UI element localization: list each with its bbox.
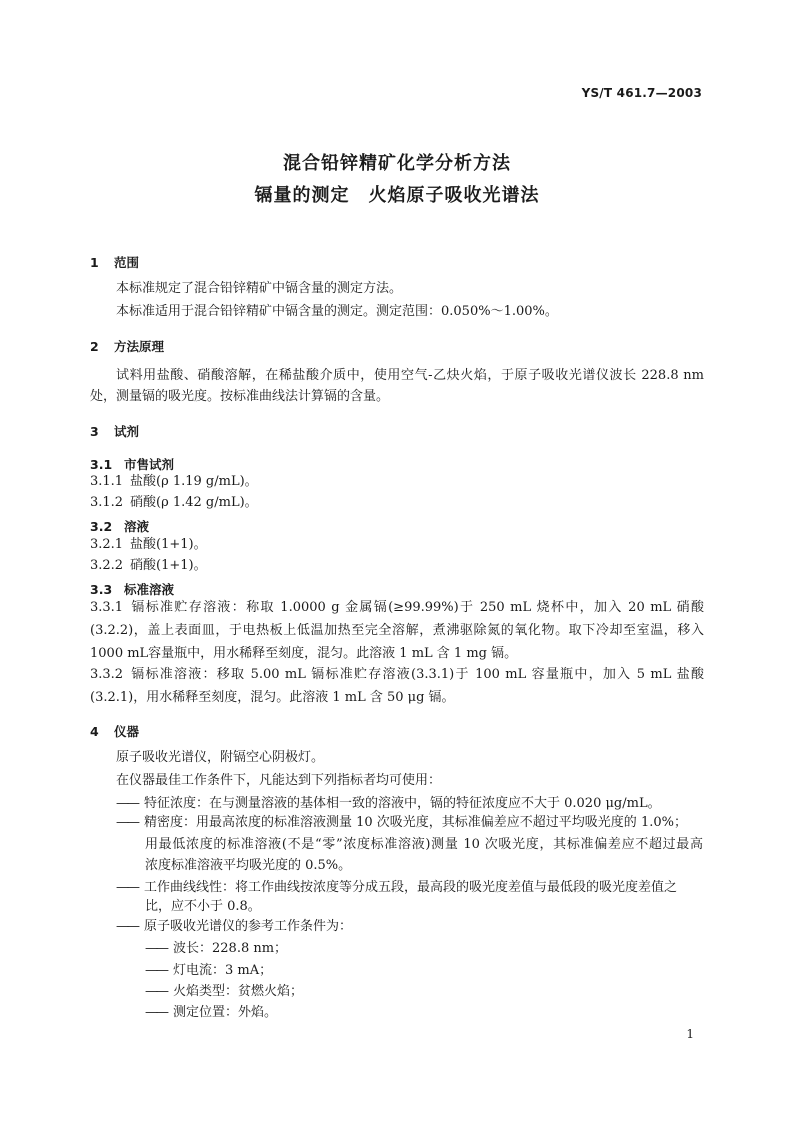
document-subtitle: 镉量的测定 火焰原子吸收光谱法 (254, 185, 540, 206)
subsection-number: 3.3 (90, 582, 113, 597)
clause-text: 盐酸(ρ 1.19 g/mL)。 (130, 474, 258, 489)
clause-text: 硝酸(1+1)。 (130, 558, 207, 573)
clause-text: 镉标准贮存溶液：称取 1.0000 g 金属镉(≥99.99%)于 250 mL 烧杯中，加入 20 mL 硝酸 (130, 600, 704, 615)
em-dash: —— (145, 984, 167, 999)
paragraph: 本标准规定了混合铅锌精矿中镉含量的测定方法。 (116, 281, 403, 296)
list-text: 工作曲线线性：将工作曲线按浓度等分成五段，最高段的吸光度差值与最低段的吸光度差值之 (144, 880, 678, 895)
clause-number: 3.2.1 (90, 537, 124, 552)
subsection-heading (90, 580, 174, 598)
section-title: 方法原理 (114, 339, 165, 354)
clause-item (90, 666, 704, 684)
paragraph: 本标准适用于混合铅锌精矿中镉含量的测定。测定范围：0.050%～1.00%。 (116, 304, 558, 319)
dash-list-item (116, 795, 661, 813)
clause-item (90, 599, 704, 617)
subsection-heading (90, 455, 174, 473)
section-number: 3 (90, 424, 99, 439)
section-number: 4 (90, 724, 99, 739)
clause-item (90, 494, 258, 512)
dash-list-item (116, 879, 677, 897)
clause-number: 3.1.2 (90, 495, 124, 510)
list-continuation: 比，应不小于 0.8。 (145, 899, 261, 914)
em-dash: —— (116, 796, 138, 811)
clause-number: 3.1.1 (90, 474, 124, 489)
nested-dash-item (145, 962, 272, 980)
clause-continuation: (3.2.1)，用水稀释至刻度，混匀。此溶液 1 mL 含 50 μg 镉。 (90, 690, 455, 705)
list-text: 灯电流：3 mA； (173, 963, 273, 978)
list-text: 原子吸收光谱仪的参考工作条件为： (144, 919, 353, 934)
clause-item (90, 473, 258, 491)
em-dash: —— (116, 880, 138, 895)
section-heading-apparatus (90, 722, 139, 740)
standard-code: YS/T 461.7—2003 (581, 86, 702, 100)
clause-item (90, 536, 207, 554)
dash-list-item (116, 918, 352, 936)
paragraph-line: 处，测量镉的吸光度。按标准曲线法计算镉的含量。 (90, 389, 390, 404)
clause-text: 硝酸(ρ 1.42 g/mL)。 (130, 495, 258, 510)
subsection-title: 标准溶液 (124, 582, 175, 597)
list-text: 精密度：用最高浓度的标准溶液测量 10 次吸光度，其标准偏差应不超过平均吸光度的 1.0%； (144, 815, 687, 830)
nested-dash-item (145, 1004, 277, 1022)
paragraph: 原子吸收光谱仪，附镉空心阴极灯。 (116, 750, 325, 765)
subsection-number: 3.2 (90, 519, 113, 534)
dash-list-item (116, 814, 687, 832)
clause-continuation: (3.2.2)，盖上表面皿，于电热板上低温加热至完全溶解，煮沸驱除氮的氧化物。取下冷却至室温，移入 (90, 623, 704, 638)
paragraph-line: 试料用盐酸、硝酸溶解，在稀盐酸介质中，使用空气-乙炔火焰，于原子吸收光谱仪波长 228.8 nm (116, 368, 704, 383)
list-continuation: 用最低浓度的标准溶液(不是“零”浓度标准溶液)测量 10 次吸光度，其标准偏差应不超过最高 (145, 837, 703, 852)
nested-dash-item (145, 983, 303, 1001)
section-number: 2 (90, 339, 99, 354)
section-title: 仪器 (114, 724, 140, 739)
em-dash: —— (116, 815, 138, 830)
section-number: 1 (90, 255, 99, 270)
nested-dash-item (145, 940, 287, 958)
document-title: 混合铅锌精矿化学分析方法 (283, 153, 511, 174)
subsection-title: 溶液 (124, 519, 150, 534)
section-title: 范围 (114, 255, 140, 270)
em-dash: —— (145, 963, 167, 978)
subsection-number: 3.1 (90, 457, 113, 472)
list-continuation: 浓度标准溶液平均吸光度的 0.5%。 (145, 858, 352, 873)
paragraph: 在仪器最佳工作条件下，凡能达到下列指标者均可使用： (116, 773, 442, 788)
clause-number: 3.3.2 (90, 667, 124, 682)
clause-number: 3.3.1 (90, 600, 124, 615)
clause-number: 3.2.2 (90, 558, 124, 573)
section-heading-reagents (90, 422, 139, 440)
clause-text: 盐酸(1+1)。 (130, 537, 207, 552)
section-title: 试剂 (114, 424, 140, 439)
page-number: 1 (686, 1027, 694, 1041)
list-text: 火焰类型：贫燃火焰； (173, 984, 304, 999)
subsection-title: 市售试剂 (124, 457, 175, 472)
clause-continuation: 1000 mL容量瓶中，用水稀释至刻度，混匀。此溶液 1 mL 含 1 mg 镉。 (90, 646, 518, 661)
subsection-heading (90, 517, 149, 535)
list-text: 波长：228.8 nm； (173, 941, 288, 956)
section-heading-scope (90, 253, 139, 271)
list-text: 测定位置：外焰。 (173, 1005, 278, 1020)
list-text: 特征浓度：在与测量溶液的基体相一致的溶液中，镉的特征浓度应不大于 0.020 μg/mL。 (144, 796, 661, 811)
em-dash: —— (145, 941, 167, 956)
em-dash: —— (116, 919, 138, 934)
clause-item (90, 557, 207, 575)
em-dash: —— (145, 1005, 167, 1020)
clause-text: 镉标准溶液：移取 5.00 mL 镉标准贮存溶液(3.3.1)于 100 mL 容量瓶中，加入 5 mL 盐酸 (130, 667, 704, 682)
section-heading-principle (90, 337, 164, 355)
